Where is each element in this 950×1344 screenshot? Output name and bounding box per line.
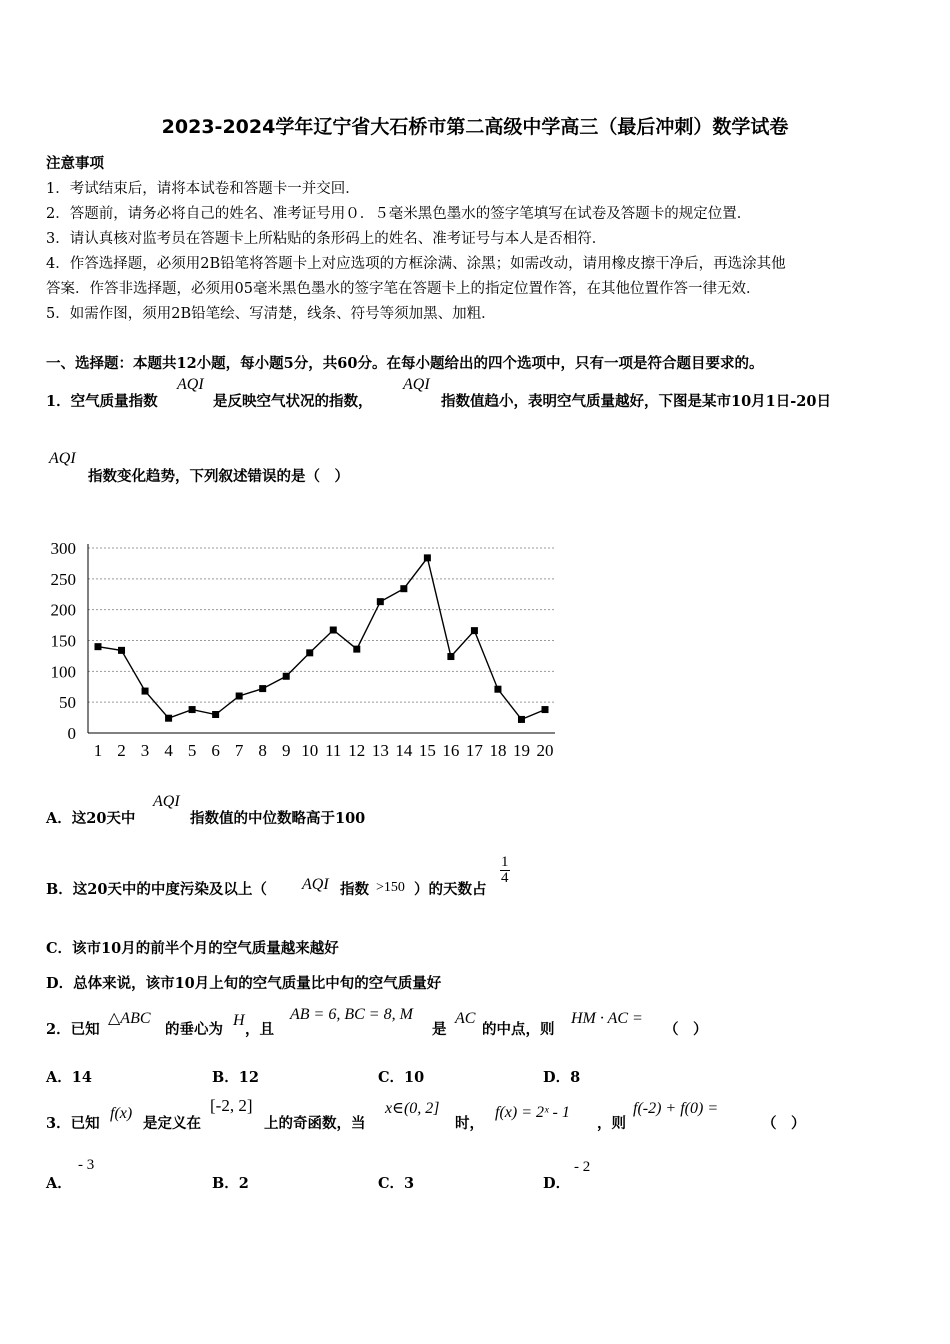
y-tick-label: 200: [50, 600, 76, 620]
page-title: 2023-2024学年辽宁省大石桥市第二高级中学高三（最后冲刺）数学试卷: [161, 116, 789, 138]
data-point: [118, 647, 125, 654]
aqi-line-chart: [40, 530, 570, 770]
x-tick-label: 5: [187, 741, 197, 760]
x-tick-label: 16: [442, 741, 460, 760]
data-point: [400, 585, 407, 592]
q2-text-3: 是: [432, 1021, 447, 1038]
x-tick-label: 17: [465, 741, 483, 760]
q1-aqi-3: AQI: [49, 450, 76, 467]
q3-option-d-label: D．: [543, 1175, 571, 1192]
y-tick-label: 150: [50, 631, 76, 651]
q2-triangle: △ABC: [108, 1010, 151, 1027]
notice-heading: 注意事项: [46, 155, 104, 172]
data-point: [494, 686, 501, 693]
q2-h: H: [233, 1012, 245, 1029]
chart-grid: [88, 548, 555, 702]
data-point: [306, 649, 313, 656]
fraction-numerator: 1: [501, 854, 509, 870]
q2-text-4: 的中点，则: [482, 1021, 555, 1038]
section-heading: 一、选择题：本题共12小题，每小题5分，共60分。在每小题给出的四个选项中，只有一项是符合题目要求的。: [46, 355, 764, 372]
q3-option-b: B．2: [212, 1175, 249, 1192]
q2-text-1: 的垂心为: [165, 1021, 223, 1038]
q2-text-2: ，且: [245, 1021, 274, 1038]
q1-mid: 是反映空气状况的指数，: [213, 393, 373, 410]
q2-prefix: 2．已知: [46, 1021, 100, 1038]
data-point: [259, 685, 266, 692]
q1-option-a-aqi: AQI: [153, 793, 180, 810]
x-tick-label: 12: [348, 741, 366, 760]
q3-option-d-value: - 2: [574, 1159, 591, 1175]
q3-option-a-value: - 3: [78, 1157, 95, 1173]
q2-option-c: C．10: [378, 1069, 425, 1086]
q1-option-b-aqi: AQI: [302, 876, 329, 893]
y-tick-label: 50: [59, 693, 76, 713]
q2-ac: AC: [455, 1010, 476, 1027]
x-tick-label: 1: [93, 741, 103, 760]
data-point: [353, 646, 360, 653]
x-tick-label: 2: [117, 741, 126, 760]
data-point: [142, 688, 149, 695]
notice-item-4: 4．作答选择题，必须用2B铅笔将答题卡上对应选项的方框涂满、涂黑；如需改动，请用橡皮擦干净后，再选涂其他: [46, 256, 786, 272]
data-point: [212, 711, 219, 718]
q1-option-a-post: 指数值的中位数略高于100: [190, 810, 366, 827]
chart-axes: [88, 544, 555, 733]
data-point: [377, 598, 384, 605]
data-point: [471, 627, 478, 634]
q1-option-d: D．总体来说，该市10月上旬的空气质量比中旬的空气质量好: [46, 975, 442, 992]
data-point: [189, 706, 196, 713]
q1-rest: 指数值趋小，表明空气质量越好，下图是某市10月1日-20日: [441, 393, 831, 410]
x-tick-label: 14: [395, 741, 413, 760]
x-tick-label: 13: [371, 741, 389, 760]
q3-text-5: （ ）: [762, 1115, 806, 1132]
x-tick-label: 19: [512, 741, 530, 760]
q1-option-b-mid: 指数: [340, 881, 369, 898]
q1-option-b-gt: >150: [376, 880, 405, 895]
q3-option-a-label: A．: [46, 1175, 72, 1192]
q3-text-4: ，则: [597, 1115, 626, 1132]
data-point: [283, 673, 290, 680]
q3-expression: f(-2) + f(0) =: [633, 1100, 719, 1117]
q1-aqi-1: AQI: [177, 376, 204, 393]
q2-text-5: （ ）: [664, 1021, 708, 1038]
q1-option-a-pre: A．这20天中: [46, 810, 136, 827]
x-tick-label: 7: [234, 741, 244, 760]
notice-item-2: 2．答题前，请务必将自己的姓名、准考证号用０．５毫米黑色墨水的签字笔填写在试卷及答题卡的规定位置．: [46, 206, 752, 222]
q3-fx: f(x): [110, 1105, 133, 1122]
notice-item-3: 3．请认真核对监考员在答题卡上所粘贴的条形码上的姓名、准考证号与本人是否相符．: [46, 231, 607, 247]
q3-definition: f(x) = 2ˣ - 1: [495, 1104, 570, 1121]
q1-option-b-post: ）的天数占: [414, 881, 487, 898]
data-point: [447, 653, 454, 660]
q1-prefix: 1．空气质量指数: [46, 393, 158, 410]
q2-option-d: D．8: [543, 1069, 581, 1086]
q3-text-3: 时，: [455, 1115, 484, 1132]
q3-text-1: 是定义在: [143, 1115, 201, 1132]
data-point: [95, 643, 102, 650]
x-tick-label: 9: [281, 741, 291, 760]
data-point: [518, 716, 525, 723]
q1-option-c: C．该市10月的前半个月的空气质量越来越好: [46, 940, 339, 957]
x-tick-label: 18: [489, 741, 507, 760]
x-tick-label: 3: [140, 741, 150, 760]
notice-item-5: 5．如需作图，须用2B铅笔绘、写清楚，线条、符号等须加黑、加粗．: [46, 306, 496, 322]
data-point: [330, 627, 337, 634]
q2-condition: AB = 6, BC = 8, M: [290, 1006, 413, 1023]
q1-option-b-pre: B．这20天中的中度污染及以上（: [46, 881, 267, 898]
y-tick-label: 0: [67, 724, 76, 743]
fraction-denominator: 4: [501, 870, 509, 886]
data-point: [236, 693, 243, 700]
chart-x-ticks: [94, 741, 554, 760]
x-tick-label: 8: [258, 741, 267, 760]
notice-item-1: 1．考试结束后，请将本试卷和答题卡一并交回．: [46, 181, 360, 197]
x-tick-label: 6: [211, 741, 220, 760]
chart-series: [98, 558, 545, 720]
chart-points: [95, 554, 549, 723]
notice-item-4-cont: 答案．作答非选择题，必须用05毫米黑色墨水的签字笔在答题卡上的指定位置作答，在其他位置作答一律无效．: [46, 281, 761, 297]
y-tick-label: 250: [50, 569, 76, 589]
aqi-series-line: [98, 558, 545, 720]
q3-interval: [-2, 2]: [210, 1096, 253, 1115]
data-point: [424, 554, 431, 561]
q1-line2: 指数变化趋势，下列叙述错误的是（ ）: [88, 468, 349, 485]
y-tick-label: 100: [50, 662, 76, 682]
q3-text-2: 上的奇函数，当: [264, 1115, 366, 1132]
chart-y-ticks: [51, 539, 77, 743]
x-tick-label: 20: [536, 741, 554, 760]
x-tick-label: 11: [325, 741, 342, 760]
x-tick-label: 10: [301, 741, 319, 760]
q3-option-c: C．3: [378, 1175, 415, 1192]
y-tick-label: 300: [50, 539, 76, 558]
q2-option-a: A．14: [46, 1069, 92, 1086]
data-point: [542, 706, 549, 713]
q3-condition: x∈(0, 2]: [385, 1100, 440, 1117]
q1-aqi-2: AQI: [403, 376, 430, 393]
q3-prefix: 3．已知: [46, 1115, 100, 1132]
q2-option-b: B．12: [212, 1069, 259, 1086]
data-point: [165, 715, 172, 722]
fraction-one-quarter: [500, 855, 510, 886]
x-tick-label: 15: [418, 741, 436, 760]
x-tick-label: 4: [164, 741, 173, 760]
q2-expression: HM · AC =: [571, 1010, 643, 1027]
